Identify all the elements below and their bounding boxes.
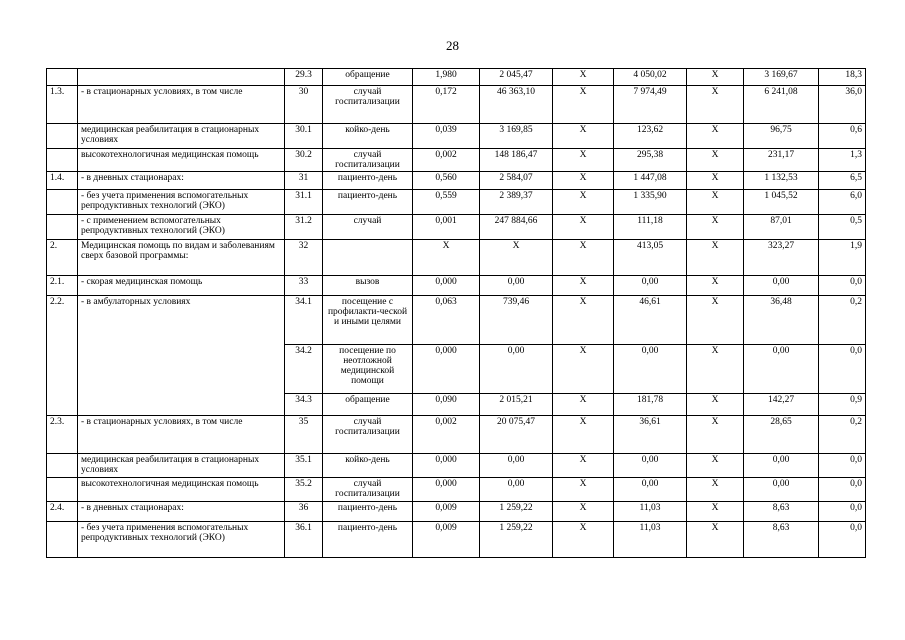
cost-norm-cell: 0,00 <box>480 478 553 502</box>
per-capita-cell: 0,00 <box>614 454 687 478</box>
value-cell: X <box>553 215 614 240</box>
volume-norm-cell: 0,009 <box>413 502 480 522</box>
row-name-cell <box>78 69 285 86</box>
share-cell: 0,0 <box>819 276 866 296</box>
cost-norm-cell: 2 389,37 <box>480 190 553 215</box>
row-number-cell: 35.1 <box>285 454 323 478</box>
value-cell: X <box>687 502 744 522</box>
value-cell: X <box>553 69 614 86</box>
cost-norm-cell: 0,00 <box>480 345 553 394</box>
unit-cell: обращение <box>323 69 413 86</box>
table-row <box>47 124 866 149</box>
table-row <box>47 86 866 124</box>
volume-norm-cell: 0,000 <box>413 276 480 296</box>
table-row <box>47 172 866 190</box>
row-name-cell: - в стационарных условиях, в том числе <box>78 86 285 124</box>
share-cell: 0,6 <box>819 124 866 149</box>
row-number-cell: 29.3 <box>285 69 323 86</box>
row-code-cell: 2.2. <box>47 296 78 416</box>
row-number-cell: 33 <box>285 276 323 296</box>
unit-cell: вызов <box>323 276 413 296</box>
unit-cell: посещение с профилакти-ческой и иными целями <box>323 296 413 345</box>
unit-cell: пациенто-день <box>323 190 413 215</box>
value-cell: X <box>553 124 614 149</box>
total-cell: 0,00 <box>744 276 819 296</box>
value-cell: X <box>553 149 614 172</box>
row-number-cell: 35 <box>285 416 323 454</box>
table-row <box>47 190 866 215</box>
row-number-cell: 30.1 <box>285 124 323 149</box>
unit-cell: случай госпитализации <box>323 149 413 172</box>
row-name-cell: - без учета применения вспомогательных репродуктивных технологий (ЭКО) <box>78 522 285 558</box>
share-cell: 0,0 <box>819 345 866 394</box>
row-name-cell: высокотехнологичная медицинская помощь <box>78 149 285 172</box>
total-cell: 96,75 <box>744 124 819 149</box>
table-row <box>47 522 866 558</box>
volume-norm-cell: 0,039 <box>413 124 480 149</box>
volume-norm-cell: 0,000 <box>413 478 480 502</box>
volume-norm-cell: 0,000 <box>413 454 480 478</box>
volume-norm-cell: 0,090 <box>413 394 480 416</box>
per-capita-cell: 413,05 <box>614 240 687 276</box>
per-capita-cell: 0,00 <box>614 478 687 502</box>
unit-cell: случай госпитализации <box>323 416 413 454</box>
row-code-cell: 2. <box>47 240 78 276</box>
table-row <box>47 478 866 502</box>
per-capita-cell: 0,00 <box>614 276 687 296</box>
value-cell: X <box>687 124 744 149</box>
table-row <box>47 240 866 276</box>
value-cell: X <box>687 478 744 502</box>
cost-norm-cell: 2 015,21 <box>480 394 553 416</box>
value-cell: X <box>687 172 744 190</box>
value-cell: X <box>553 296 614 345</box>
value-cell: X <box>553 502 614 522</box>
row-code-cell: 2.4. <box>47 502 78 522</box>
total-cell: 8,63 <box>744 522 819 558</box>
page-number: 28 <box>446 38 459 53</box>
total-cell: 0,00 <box>744 454 819 478</box>
row-name-cell: медицинская реабилитация в стационарных условиях <box>78 124 285 149</box>
row-name-cell: - в дневных стационарах: <box>78 172 285 190</box>
value-cell: X <box>553 522 614 558</box>
row-number-cell: 35.2 <box>285 478 323 502</box>
row-name-cell: - в дневных стационарах: <box>78 502 285 522</box>
unit-cell: пациенто-день <box>323 502 413 522</box>
row-number-cell: 34.3 <box>285 394 323 416</box>
value-cell: X <box>687 345 744 394</box>
volume-norm-cell: 0,002 <box>413 416 480 454</box>
share-cell: 0,0 <box>819 522 866 558</box>
cost-norm-cell: 1 259,22 <box>480 502 553 522</box>
value-cell: X <box>687 149 744 172</box>
table-row <box>47 416 866 454</box>
row-code-cell <box>47 522 78 558</box>
financing-table <box>46 68 866 558</box>
row-name-cell: - в стационарных условиях, в том числе <box>78 416 285 454</box>
per-capita-cell: 111,18 <box>614 215 687 240</box>
value-cell: X <box>553 394 614 416</box>
cost-norm-cell: 3 169,85 <box>480 124 553 149</box>
total-cell: 3 169,67 <box>744 69 819 86</box>
per-capita-cell: 11,03 <box>614 502 687 522</box>
table-body <box>47 69 866 558</box>
row-code-cell <box>47 190 78 215</box>
share-cell: 18,3 <box>819 69 866 86</box>
value-cell: X <box>553 345 614 394</box>
total-cell: 8,63 <box>744 502 819 522</box>
share-cell: 6,0 <box>819 190 866 215</box>
volume-norm-cell: 0,002 <box>413 149 480 172</box>
row-code-cell: 2.1. <box>47 276 78 296</box>
value-cell: X <box>687 86 744 124</box>
volume-norm-cell: 0,000 <box>413 345 480 394</box>
volume-norm-cell: X <box>413 240 480 276</box>
total-cell: 1 132,53 <box>744 172 819 190</box>
cost-norm-cell: 0,00 <box>480 276 553 296</box>
row-number-cell: 31 <box>285 172 323 190</box>
total-cell: 323,27 <box>744 240 819 276</box>
row-name-cell: высокотехнологичная медицинская помощь <box>78 478 285 502</box>
value-cell: X <box>553 190 614 215</box>
per-capita-cell: 7 974,49 <box>614 86 687 124</box>
total-cell: 28,65 <box>744 416 819 454</box>
volume-norm-cell: 0,009 <box>413 522 480 558</box>
value-cell: X <box>687 416 744 454</box>
table-row <box>47 502 866 522</box>
share-cell: 0,9 <box>819 394 866 416</box>
table-row <box>47 454 866 478</box>
per-capita-cell: 36,61 <box>614 416 687 454</box>
row-code-cell: 1.3. <box>47 86 78 124</box>
volume-norm-cell: 0,063 <box>413 296 480 345</box>
per-capita-cell: 11,03 <box>614 522 687 558</box>
cost-norm-cell: 2 045,47 <box>480 69 553 86</box>
row-name-cell: - без учета применения вспомогательных репродуктивных технологий (ЭКО) <box>78 190 285 215</box>
share-cell: 0,2 <box>819 296 866 345</box>
value-cell: X <box>553 86 614 124</box>
cost-norm-cell: 0,00 <box>480 454 553 478</box>
row-code-cell <box>47 454 78 478</box>
volume-norm-cell: 0,001 <box>413 215 480 240</box>
value-cell: X <box>687 296 744 345</box>
row-name-cell: - в амбулаторных условиях <box>78 296 285 416</box>
share-cell: 0,0 <box>819 454 866 478</box>
cost-norm-cell: X <box>480 240 553 276</box>
per-capita-cell: 123,62 <box>614 124 687 149</box>
row-number-cell: 32 <box>285 240 323 276</box>
row-code-cell <box>47 124 78 149</box>
share-cell: 1,9 <box>819 240 866 276</box>
value-cell: X <box>687 215 744 240</box>
unit-cell: обращение <box>323 394 413 416</box>
per-capita-cell: 181,78 <box>614 394 687 416</box>
cost-norm-cell: 1 259,22 <box>480 522 553 558</box>
table-row <box>47 296 866 345</box>
row-number-cell: 34.1 <box>285 296 323 345</box>
total-cell: 0,00 <box>744 478 819 502</box>
row-name-cell: Медицинская помощь по видам и заболеваниям сверх базовой программы: <box>78 240 285 276</box>
value-cell: X <box>687 454 744 478</box>
value-cell: X <box>553 276 614 296</box>
unit-cell <box>323 240 413 276</box>
per-capita-cell: 4 050,02 <box>614 69 687 86</box>
unit-cell: посещение по неотложной медицинской помощи <box>323 345 413 394</box>
row-number-cell: 36.1 <box>285 522 323 558</box>
row-name-cell: медицинская реабилитация в стационарных условиях <box>78 454 285 478</box>
value-cell: X <box>687 190 744 215</box>
share-cell: 1,3 <box>819 149 866 172</box>
unit-cell: случай <box>323 215 413 240</box>
cost-norm-cell: 247 884,66 <box>480 215 553 240</box>
value-cell: X <box>687 394 744 416</box>
row-number-cell: 31.2 <box>285 215 323 240</box>
share-cell: 6,5 <box>819 172 866 190</box>
cost-norm-cell: 148 186,47 <box>480 149 553 172</box>
table-row <box>47 276 866 296</box>
value-cell: X <box>553 172 614 190</box>
table-row <box>47 215 866 240</box>
total-cell: 87,01 <box>744 215 819 240</box>
value-cell: X <box>553 454 614 478</box>
value-cell: X <box>687 522 744 558</box>
row-code-cell <box>47 478 78 502</box>
row-number-cell: 36 <box>285 502 323 522</box>
total-cell: 1 045,52 <box>744 190 819 215</box>
row-code-cell: 2.3. <box>47 416 78 454</box>
cost-norm-cell: 20 075,47 <box>480 416 553 454</box>
per-capita-cell: 295,38 <box>614 149 687 172</box>
row-code-cell <box>47 149 78 172</box>
unit-cell: случай госпитализации <box>323 86 413 124</box>
cost-norm-cell: 46 363,10 <box>480 86 553 124</box>
share-cell: 36,0 <box>819 86 866 124</box>
share-cell: 0,0 <box>819 502 866 522</box>
share-cell: 0,5 <box>819 215 866 240</box>
total-cell: 36,48 <box>744 296 819 345</box>
share-cell: 0,2 <box>819 416 866 454</box>
volume-norm-cell: 1,980 <box>413 69 480 86</box>
value-cell: X <box>687 276 744 296</box>
row-code-cell <box>47 69 78 86</box>
share-cell: 0,0 <box>819 478 866 502</box>
row-code-cell <box>47 215 78 240</box>
unit-cell: койко-день <box>323 454 413 478</box>
row-number-cell: 31.1 <box>285 190 323 215</box>
value-cell: X <box>687 240 744 276</box>
row-name-cell: - скорая медицинская помощь <box>78 276 285 296</box>
per-capita-cell: 1 447,08 <box>614 172 687 190</box>
per-capita-cell: 0,00 <box>614 345 687 394</box>
value-cell: X <box>553 416 614 454</box>
row-number-cell: 30 <box>285 86 323 124</box>
unit-cell: случай госпитализации <box>323 478 413 502</box>
unit-cell: койко-день <box>323 124 413 149</box>
volume-norm-cell: 0,559 <box>413 190 480 215</box>
unit-cell: пациенто-день <box>323 172 413 190</box>
per-capita-cell: 1 335,90 <box>614 190 687 215</box>
table-row <box>47 149 866 172</box>
volume-norm-cell: 0,560 <box>413 172 480 190</box>
cost-norm-cell: 2 584,07 <box>480 172 553 190</box>
row-name-cell: - с применением вспомогательных репродуктивных технологий (ЭКО) <box>78 215 285 240</box>
row-number-cell: 30.2 <box>285 149 323 172</box>
unit-cell: пациенто-день <box>323 522 413 558</box>
total-cell: 142,27 <box>744 394 819 416</box>
row-number-cell: 34.2 <box>285 345 323 394</box>
value-cell: X <box>687 69 744 86</box>
total-cell: 0,00 <box>744 345 819 394</box>
value-cell: X <box>553 240 614 276</box>
row-code-cell: 1.4. <box>47 172 78 190</box>
table-row <box>47 69 866 86</box>
value-cell: X <box>553 478 614 502</box>
total-cell: 231,17 <box>744 149 819 172</box>
total-cell: 6 241,08 <box>744 86 819 124</box>
per-capita-cell: 46,61 <box>614 296 687 345</box>
volume-norm-cell: 0,172 <box>413 86 480 124</box>
cost-norm-cell: 739,46 <box>480 296 553 345</box>
